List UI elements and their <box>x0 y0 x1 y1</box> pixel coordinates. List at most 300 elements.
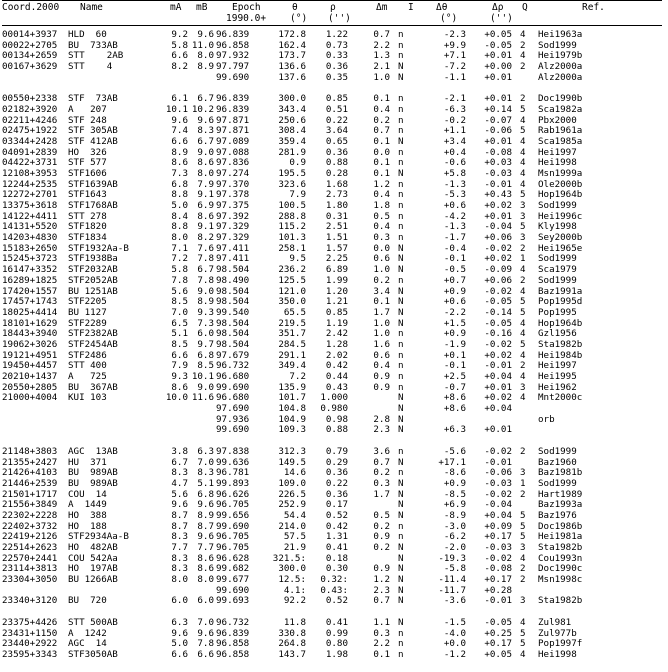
i-cell: n <box>398 381 404 393</box>
ref-cell: Baz1976 <box>538 509 577 521</box>
theta-cell: 101.7 <box>278 392 306 404</box>
coord-cell: 23304+3050 <box>2 574 58 586</box>
drho-cell: -0.02 <box>484 285 512 297</box>
epoch-cell: 96.858 <box>216 638 250 650</box>
name-cell: STF2289 <box>68 317 107 329</box>
mb-cell: 8.6 <box>197 157 214 169</box>
drho-cell: +0.01 <box>484 424 512 436</box>
ref-cell: Baz1991a <box>538 285 583 297</box>
drho-cell: -0.02 <box>484 242 512 254</box>
rho-cell: 0.52 <box>325 595 348 607</box>
i-cell: N <box>398 584 404 596</box>
header-rho-unit: ('') <box>328 13 351 24</box>
name-cell: STF1639AB <box>68 178 118 190</box>
dm-cell: 0.5 <box>373 509 390 521</box>
epoch-cell: 97.392 <box>216 210 250 222</box>
i-cell: N <box>398 477 404 489</box>
q-cell: 2 <box>520 574 526 586</box>
mb-cell: 8.6 <box>197 210 214 222</box>
dtheta-cell: -2.3 <box>443 29 466 40</box>
table-row <box>0 105 668 116</box>
mb-cell: 8.5 <box>197 360 214 372</box>
epoch-cell: 96.628 <box>216 552 250 564</box>
dm-cell: 0.6 <box>373 349 390 361</box>
ma-cell: 7.1 <box>171 242 188 254</box>
i-cell: n <box>398 39 404 51</box>
ref-cell: Hei1979b <box>538 50 583 62</box>
dtheta-cell: +3.4 <box>443 135 466 147</box>
dm-cell: 0.0 <box>373 146 390 158</box>
ref-cell: Gzl1956 <box>538 328 577 340</box>
ref-cell: Hei1997 <box>538 360 577 372</box>
mb-cell: 9.1 <box>197 189 214 201</box>
name-cell: STT 278 <box>68 210 107 222</box>
i-cell: n <box>398 445 404 457</box>
mb-cell: 6.7 <box>197 264 214 276</box>
mb-cell: 10.2 <box>191 103 214 115</box>
epoch-cell: 96.839 <box>216 93 250 105</box>
i-cell: n <box>398 114 404 126</box>
dtheta-cell: -6.2 <box>443 531 466 543</box>
i-cell: N <box>398 264 404 276</box>
i-cell: N <box>398 253 404 265</box>
rho-cell: 0.42 <box>325 360 348 372</box>
theta-cell: 323.6 <box>278 178 306 190</box>
dm-cell: 0.4 <box>373 360 390 372</box>
dm-cell: 3.4 <box>373 285 390 297</box>
mb-cell: 6.7 <box>197 93 214 105</box>
drho-cell: -0.02 <box>484 338 512 350</box>
dtheta-cell: -2.2 <box>443 306 466 318</box>
coord-cell: 18025+4414 <box>2 306 58 318</box>
q-cell: 2 <box>520 488 526 500</box>
name-cell: STF3050AB <box>68 648 118 660</box>
theta-cell: 7.2 <box>289 371 306 382</box>
name-cell: STF2205 <box>68 296 107 308</box>
q-cell: 5 <box>520 531 526 543</box>
coord-cell: 04422+3731 <box>2 157 58 169</box>
q-cell: 2 <box>520 445 526 457</box>
rho-cell: 1.98 <box>325 648 348 660</box>
name-cell: STF 73AB <box>68 93 118 105</box>
epoch-cell: 98.504 <box>216 296 250 308</box>
drho-cell: -0.05 <box>484 616 512 628</box>
i-cell: n <box>398 29 404 40</box>
dtheta-cell: -6.3 <box>443 103 466 115</box>
dtheta-cell: -8.5 <box>443 488 466 500</box>
dtheta-cell: -5.8 <box>443 563 466 575</box>
drho-cell: +0.09 <box>484 520 512 532</box>
epoch-cell: 99.677 <box>216 574 250 586</box>
table-header <box>0 2 668 26</box>
drho-cell: -0.14 <box>484 306 512 318</box>
i-cell: N <box>398 424 404 436</box>
rho-cell: 0.44 <box>325 371 348 382</box>
drho-cell: -0.01 <box>484 456 512 468</box>
i-cell: N <box>398 488 404 500</box>
mb-cell: 8.6 <box>197 552 214 564</box>
rho-cell: 1.19 <box>325 317 348 329</box>
i-cell: n <box>398 146 404 158</box>
ma-cell: 10.1 <box>165 103 188 115</box>
coord-cell: 20210+1437 <box>2 371 58 382</box>
mb-cell: 6.0 <box>197 328 214 340</box>
coord-cell: 03344+2428 <box>2 135 58 147</box>
drho-cell: +0.04 <box>484 509 512 521</box>
ma-cell: 5.0 <box>171 200 188 211</box>
rho-cell: 0.79 <box>325 445 348 457</box>
dtheta-cell: -1.3 <box>443 221 466 233</box>
rho-cell: 1.80 <box>325 200 348 211</box>
coord-cell: 22514+2623 <box>2 542 58 553</box>
ref-cell: Pop1995 <box>538 306 577 318</box>
name-cell: BU 367AB <box>68 381 118 393</box>
dm-cell: 0.0 <box>373 242 390 254</box>
header-theta-unit: (°) <box>290 13 308 24</box>
dtheta-cell: +6.3 <box>443 424 466 436</box>
mb-cell: 7.9 <box>197 178 214 190</box>
ref-cell: Sca1982a <box>538 103 583 115</box>
q-cell: 4 <box>520 50 526 62</box>
coord-cell: 00167+3629 <box>2 61 58 73</box>
drho-cell: +0.01 <box>484 381 512 393</box>
dm-cell: 0.4 <box>373 189 390 201</box>
dm-cell: 0.7 <box>373 595 390 607</box>
header-name: Name <box>80 2 103 13</box>
table-row <box>0 596 668 607</box>
q-cell: 2 <box>520 360 526 372</box>
name-cell: STF1834 <box>68 232 107 244</box>
ma-cell: 9.6 <box>171 627 188 639</box>
epoch-cell: 99.693 <box>216 595 250 607</box>
dtheta-cell: +0.9 <box>443 285 466 297</box>
dm-cell: 1.6 <box>373 338 390 350</box>
name-cell: HO 388 <box>68 509 107 521</box>
theta-cell: 252.9 <box>278 499 306 511</box>
dtheta-cell: -11.7 <box>438 584 466 596</box>
i-cell: N <box>398 456 404 468</box>
ma-cell: 6.0 <box>171 595 188 607</box>
name-cell: STF2486 <box>68 349 107 361</box>
i-cell: N <box>398 71 404 83</box>
mb-cell: 7.6 <box>197 242 214 254</box>
ma-cell: 8.3 <box>171 552 188 564</box>
dm-cell: 0.7 <box>373 125 390 137</box>
i-cell: N <box>398 403 404 415</box>
name-cell: STF2382AB <box>68 328 118 340</box>
q-cell: 5 <box>520 125 526 137</box>
drho-cell: +0.03 <box>484 157 512 169</box>
header-theta: θ <box>292 2 298 13</box>
coord-cell: 21000+4004 <box>2 392 58 404</box>
ma-cell: 6.3 <box>171 616 188 628</box>
coord-cell: 12108+3953 <box>2 167 58 179</box>
i-cell: N <box>398 135 404 147</box>
name-cell: STT 2AB <box>68 50 124 62</box>
name-cell: STT 500AB <box>68 616 118 628</box>
rho-cell: 0.36 <box>325 61 348 73</box>
ref-cell: Sod1999 <box>538 200 577 211</box>
ma-cell: 7.8 <box>171 274 188 286</box>
coord-cell: 21355+2427 <box>2 456 58 468</box>
q-cell: 3 <box>520 542 526 553</box>
coord-cell: 00014+3937 <box>2 29 58 40</box>
theta-cell: 100.5 <box>278 200 306 211</box>
header-epoch: Epoch <box>232 2 261 13</box>
dm-cell: 0.9 <box>373 381 390 393</box>
dm-cell: 1.8 <box>373 200 390 211</box>
q-cell: 4 <box>520 178 526 190</box>
header-rho: ρ <box>330 2 336 13</box>
drho-cell: -0.06 <box>484 467 512 479</box>
theta-cell: 0.9 <box>289 157 306 169</box>
q-cell: 3 <box>520 200 526 211</box>
rho-cell: 0.51 <box>325 103 348 115</box>
dm-cell: 1.0 <box>373 71 390 83</box>
drho-cell: +0.04 <box>484 403 512 415</box>
name-cell: STF1643 <box>68 189 107 201</box>
coord-cell: 22302+2228 <box>2 509 58 521</box>
mb-cell: 5.1 <box>197 477 214 489</box>
epoch-cell: 99.690 <box>216 424 250 436</box>
coord-cell: 18443+3940 <box>2 328 58 340</box>
theta-cell: 359.4 <box>278 135 306 147</box>
dtheta-cell: +0.6 <box>443 296 466 308</box>
epoch-cell: 96.705 <box>216 542 250 553</box>
ma-cell: 8.9 <box>171 146 188 158</box>
mb-cell: 6.9 <box>197 200 214 211</box>
epoch-cell: 97.932 <box>216 50 250 62</box>
epoch-cell: 97.411 <box>216 242 250 254</box>
mb-cell: 7.7 <box>197 542 214 553</box>
theta-cell: 12.5: <box>278 574 306 586</box>
ref-cell: Ole2000b <box>538 178 583 190</box>
dtheta-cell: -0.6 <box>443 157 466 169</box>
epoch-cell: 97.936 <box>216 413 250 425</box>
theta-cell: 65.5 <box>283 306 306 318</box>
ref-cell: Hei1984b <box>538 349 583 361</box>
rho-cell: 0.980 <box>320 403 348 415</box>
i-cell: n <box>398 274 404 286</box>
ma-cell: 8.7 <box>171 520 188 532</box>
q-cell: 2 <box>520 242 526 254</box>
theta-cell: 115.2 <box>278 221 306 233</box>
coord-cell: 21501+1717 <box>2 488 58 500</box>
header-i: I <box>408 2 414 13</box>
dm-cell: 0.9 <box>373 531 390 543</box>
q-cell: 4 <box>520 349 526 361</box>
drho-cell: -0.08 <box>484 563 512 575</box>
ma-cell: 6.8 <box>171 178 188 190</box>
rho-cell: 0.88 <box>325 424 348 436</box>
dtheta-cell: -1.1 <box>443 71 466 83</box>
mb-cell: 6.3 <box>197 445 214 457</box>
ma-cell: 7.9 <box>171 360 188 372</box>
theta-cell: 300.0 <box>278 563 306 575</box>
theta-cell: 288.8 <box>278 210 306 222</box>
dtheta-cell: -8.9 <box>443 509 466 521</box>
ma-cell: 8.5 <box>171 338 188 350</box>
epoch-cell: 99.656 <box>216 509 250 521</box>
epoch-cell: 96.839 <box>216 29 250 40</box>
dm-cell: 0.3 <box>373 232 390 244</box>
drho-cell: -0.05 <box>484 317 512 329</box>
dm-cell: 0.3 <box>373 627 390 639</box>
dm-cell: 0.6 <box>373 253 390 265</box>
q-cell: 4 <box>520 167 526 179</box>
q-cell: 5 <box>520 221 526 233</box>
mb-cell: 6.7 <box>197 135 214 147</box>
rho-cell: 1.51 <box>325 232 348 244</box>
q-cell: 3 <box>520 467 526 479</box>
ref-cell: Baz1993a <box>538 499 583 511</box>
table-row <box>0 618 668 629</box>
epoch-cell: 98.504 <box>216 328 250 340</box>
theta-cell: 9.5 <box>289 253 306 265</box>
epoch-cell: 96.781 <box>216 467 250 479</box>
mb-cell: 8.0 <box>197 167 214 179</box>
epoch-cell: 97.378 <box>216 189 250 201</box>
name-cell: STT 4 <box>68 61 113 73</box>
rho-cell: 0.98 <box>325 413 348 425</box>
q-cell: 4 <box>520 264 526 276</box>
rho-cell: 2.25 <box>325 253 348 265</box>
dtheta-cell: -4.2 <box>443 210 466 222</box>
dtheta-cell: +2.5 <box>443 371 466 382</box>
drho-cell: +0.01 <box>484 71 512 83</box>
name-cell: STF 412AB <box>68 135 118 147</box>
header-ma: mA <box>170 2 182 13</box>
dm-cell: 0.7 <box>373 456 390 468</box>
ref-cell: Sod1999 <box>538 477 577 489</box>
i-cell: N <box>398 616 404 628</box>
rho-cell: 3.64 <box>325 125 348 137</box>
i-cell: N <box>398 285 404 297</box>
theta-cell: 109.0 <box>278 477 306 489</box>
epoch-cell: 99.636 <box>216 456 250 468</box>
i-cell: n <box>398 360 404 372</box>
ref-cell: Sod1999 <box>538 274 577 286</box>
ref-cell: Rab1961a <box>538 125 583 137</box>
dtheta-cell: -1.7 <box>443 232 466 244</box>
mb-cell: 8.2 <box>197 232 214 244</box>
name-cell: STF1606 <box>68 167 107 179</box>
coord-cell: 02211+4246 <box>2 114 58 126</box>
theta-cell: 226.5 <box>278 488 306 500</box>
epoch-cell: 98.504 <box>216 338 250 350</box>
epoch-cell: 97.690 <box>216 403 250 415</box>
q-cell: 4 <box>520 648 526 660</box>
dtheta-cell: -0.5 <box>443 264 466 276</box>
ma-cell: 8.6 <box>171 157 188 169</box>
name-cell: KUI 103 <box>68 392 107 404</box>
i-cell: n <box>398 338 404 350</box>
ref-cell: Pop1997f <box>538 638 583 650</box>
i-cell: N <box>398 499 404 511</box>
coord-cell: 15183+2650 <box>2 242 58 254</box>
ma-cell: 9.6 <box>171 499 188 511</box>
dm-cell: 2.2 <box>373 638 390 650</box>
ref-cell: Sod1999 <box>538 253 577 265</box>
epoch-cell: 97.679 <box>216 349 250 361</box>
mb-cell: 9.7 <box>197 338 214 350</box>
i-cell: N <box>398 296 404 308</box>
rho-cell: 0.22 <box>325 477 348 489</box>
theta-cell: 195.5 <box>278 167 306 179</box>
i-cell: N <box>398 392 404 404</box>
theta-cell: 321.5: <box>272 552 306 564</box>
dm-cell: 1.0 <box>373 317 390 329</box>
q-cell: 5 <box>520 627 526 639</box>
coord-cell: 13375+3618 <box>2 200 58 211</box>
mb-cell: 8.0 <box>197 574 214 586</box>
i-cell: n <box>398 627 404 639</box>
i-cell: n <box>398 349 404 361</box>
name-cell: BU 1251AB <box>68 285 118 297</box>
q-cell: 3 <box>520 210 526 222</box>
theta-cell: 214.0 <box>278 520 306 532</box>
ma-cell: 6.6 <box>171 50 188 62</box>
dm-cell: 0.7 <box>373 29 390 40</box>
theta-cell: 250.6 <box>278 114 306 126</box>
dtheta-cell: -2.1 <box>443 93 466 105</box>
theta-cell: 149.5 <box>278 456 306 468</box>
ma-cell: 5.8 <box>171 264 188 276</box>
ma-cell: 8.0 <box>171 574 188 586</box>
i-cell: N <box>398 167 404 179</box>
dtheta-cell: -2.0 <box>443 542 466 553</box>
drho-cell: +0.02 <box>484 253 512 265</box>
q-cell: 4 <box>520 29 526 40</box>
name-cell: STF2454AB <box>68 338 118 350</box>
theta-cell: 349.4 <box>278 360 306 372</box>
q-cell: 4 <box>520 146 526 158</box>
ref-cell: Hei1965e <box>538 242 583 254</box>
coord-cell: 04091+2839 <box>2 146 58 158</box>
epoch-cell: 97.088 <box>216 146 250 158</box>
q-cell: 5 <box>520 103 526 115</box>
name-cell: A 207 <box>68 103 107 115</box>
ma-cell: 7.2 <box>171 253 188 265</box>
theta-cell: 109.3 <box>278 424 306 436</box>
q-cell: 4 <box>520 135 526 147</box>
dtheta-cell: -0.1 <box>443 253 466 265</box>
ma-cell: 8.7 <box>171 509 188 521</box>
drho-cell: +0.17 <box>484 574 512 586</box>
ref-cell: Hop1964b <box>538 317 583 329</box>
mb-cell: 8.9 <box>197 61 214 73</box>
coord-cell: 20550+2805 <box>2 381 58 393</box>
coord-cell: 21426+4103 <box>2 467 58 479</box>
i-cell: n <box>398 232 404 244</box>
dtheta-cell: +0.0 <box>443 638 466 650</box>
mb-cell: 8.6 <box>197 563 214 575</box>
drho-cell: -0.03 <box>484 477 512 489</box>
rho-cell: 1.000 <box>320 392 348 404</box>
theta-cell: 11.8 <box>283 616 306 628</box>
rho-cell: 2.02 <box>325 349 348 361</box>
name-cell: COU 14 <box>68 488 107 500</box>
dtheta-cell: +0.1 <box>443 349 466 361</box>
dtheta-cell: -0.7 <box>443 381 466 393</box>
dm-cell: 0.9 <box>373 563 390 575</box>
drho-cell: -0.08 <box>484 146 512 158</box>
theta-cell: 121.0 <box>278 285 306 297</box>
drho-cell: +0.06 <box>484 232 512 244</box>
header-q: Q <box>522 2 528 13</box>
coord-cell: 00022+2705 <box>2 39 58 51</box>
q-cell: 5 <box>520 509 526 521</box>
